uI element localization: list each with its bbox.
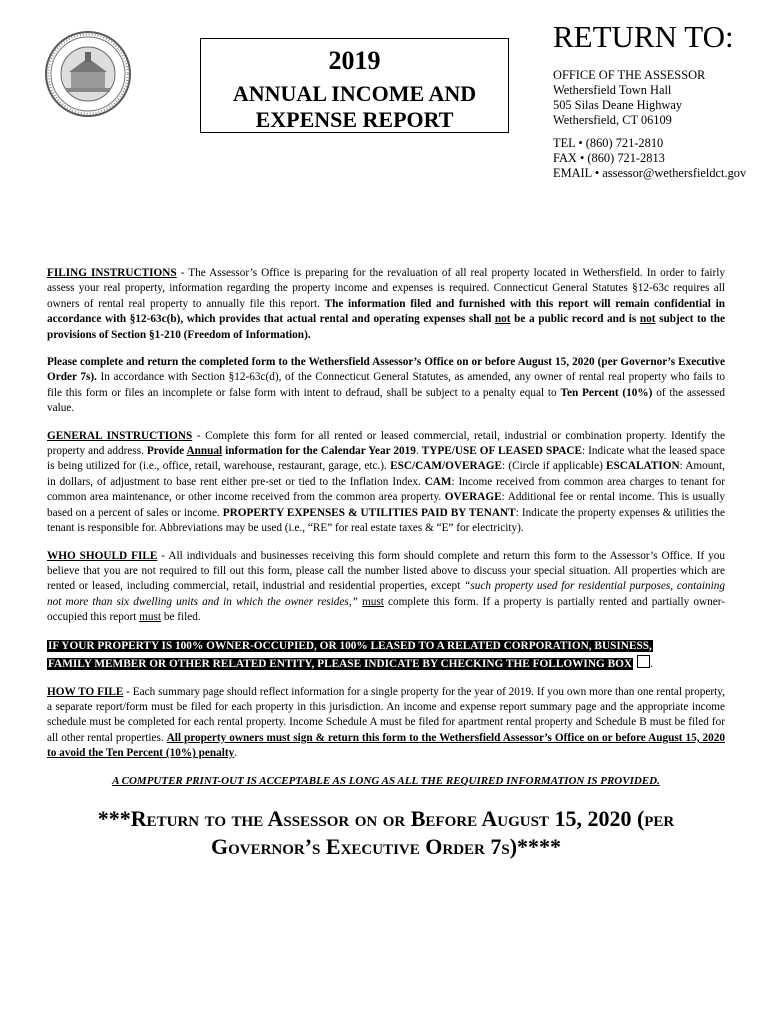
deadline-paragraph: Please complete and return the completed form to the Wethersfield Assessor’s Office on or before August 15, 2020 (per Governor’s Executive Order 7s). In accordance with Section §12-63c(d), of the Connecticut General Statutes, as amended, any owner of rental real property who fails to file this form or files an incomplete or false form with intent to defraud, shall be subject to a penalty equal to Ten Percent (10%) of the assessed value. bbox=[47, 356, 726, 415]
general-heading: GENERAL INSTRUCTIONS bbox=[47, 429, 193, 442]
owner-occupied-notice: IF YOUR PROPERTY IS 100% OWNER-OCCUPIED, OR 100% LEASED TO A RELATED CORPORATION, BUSINESS, FAMILY MEMBER OR OTHER RELATED ENTITY, PLEASE INDICATE BY CHECKING THE FOLLOWING BOX . bbox=[48, 639, 653, 670]
owner-occupied-line2: FAMILY MEMBER OR OTHER RELATED ENTITY, PLEASE INDICATE BY CHECKING THE FOLLOWING BOX bbox=[48, 657, 633, 670]
how-to-file: HOW TO FILE - Each summary page should reflect information for a single property for the year of 2019. If you own more than one rental property, a separate report/form must be filed for each property in this jurisdiction. An income and expense report summary page and the appropriate income schedule must be completed for each rental property. Income Schedule A must be filed for apartment rental property and Schedule B must be filed for all other rental properties. All property owners must sign & return this form to the Wethersfield Assessor’s Office on or before August 15, 2020 to avoid the Ten Percent (10%) penalty. bbox=[47, 685, 725, 760]
office-hall: Wethersfield Town Hall bbox=[553, 83, 672, 97]
printout-notice: A COMPUTER PRINT-OUT IS ACCEPTABLE AS LONG AS ALL THE REQUIRED INFORMATION IS PROVIDED. bbox=[112, 774, 660, 787]
owner-occupied-line1: IF YOUR PROPERTY IS 100% OWNER-OCCUPIED, OR 100% LEASED TO A RELATED CORPORATION, BUSINESS, bbox=[48, 639, 652, 652]
office-name: OFFICE OF THE ASSESSOR bbox=[553, 68, 706, 82]
final-line2: Governor’s Executive Order 7s)**** bbox=[210, 833, 562, 859]
return-address bbox=[553, 20, 746, 181]
town-seal-icon bbox=[44, 30, 132, 118]
final-line1: ***Return to the Assessor on or Before August 15, 2020 (per bbox=[97, 805, 675, 831]
final-return-notice bbox=[47, 805, 725, 861]
report-title-box bbox=[200, 38, 509, 133]
office-email[interactable]: EMAIL • assessor@wethersfieldct.gov bbox=[553, 166, 747, 180]
how-heading: HOW TO FILE bbox=[47, 685, 124, 698]
office-fax: FAX • (860) 721-2813 bbox=[553, 151, 665, 165]
return-heading: RETURN TO: bbox=[553, 19, 734, 54]
who-should-file: WHO SHOULD FILE - All individuals and businesses receiving this form should complete and return this form to the Assessor’s Office. If you believe that you are not required to fill out this form, please call the number listed above to discuss your special situation. All properties which are rented or leased, including commercial, retail, industrial and residential properties, except “such property used for residential purposes, containing not more than six dwelling units and in which the owner resides,” must complete this form. If a property is partially rented and partially owner-occupied this report must be filed. bbox=[47, 549, 725, 624]
instructions-body bbox=[47, 266, 725, 861]
office-city: Wethersfield, CT 06109 bbox=[553, 113, 672, 127]
general-instructions: GENERAL INSTRUCTIONS - Complete this form for all rented or leased commercial, retail, industrial or combination property. Identify the property and address. Provide Annual information for the Calendar Year 2019. TYPE/USE OF LEASED SPACE: Indicate what the leased space is being utilized for (i.e., office, retail, warehouse, restaurant, garage, etc.). ESC/CAM/OVERAGE: (Circle if applicable) ESCALATION: Amount, in dollars, of adjustment to base rent either pre-set or tied to the Inflation Index. CAM: Income received from common area charges to tenant for common area maintenance, or other income received from the common area property. OVERAGE: Additional fee or rental income. This is usually based on a percent of sales or income. PROPERTY EXPENSES & UTILITIES PAID BY TENANT: Indicate the property expenses & utilities the tenant is responsible for. Abbreviations may be used (i.e., “RE” for real estate taxes & “E” for electricity). bbox=[47, 429, 726, 535]
report-title-line1: ANNUAL INCOME AND bbox=[232, 81, 477, 106]
report-year: 2019 bbox=[328, 46, 381, 75]
report-title bbox=[201, 81, 508, 133]
filing-instructions: FILING INSTRUCTIONS - The Assessor’s Office is preparing for the revaluation of all real property located in Wethersfield. In order to fairly assess your real property, information regarding the property income and expenses is required. Connecticut General Statutes §12-63c requires all owners of rental real property to annually file this report. The information filed and furnished with this report will remain confidential in accordance with §12-63c(b), which provides that actual rental and operating expenses shall not be a public record and is not subject to the provisions of Section §1-210 (Freedom of Information). bbox=[47, 267, 725, 341]
owner-occupied-checkbox[interactable] bbox=[637, 655, 650, 668]
report-title-line2: EXPENSE REPORT bbox=[255, 107, 454, 132]
office-tel: TEL • (860) 721-2810 bbox=[553, 136, 664, 150]
office-street: 505 Silas Deane Highway bbox=[553, 98, 683, 112]
filing-heading: FILING INSTRUCTIONS bbox=[47, 267, 177, 279]
who-heading: WHO SHOULD FILE bbox=[47, 549, 158, 562]
